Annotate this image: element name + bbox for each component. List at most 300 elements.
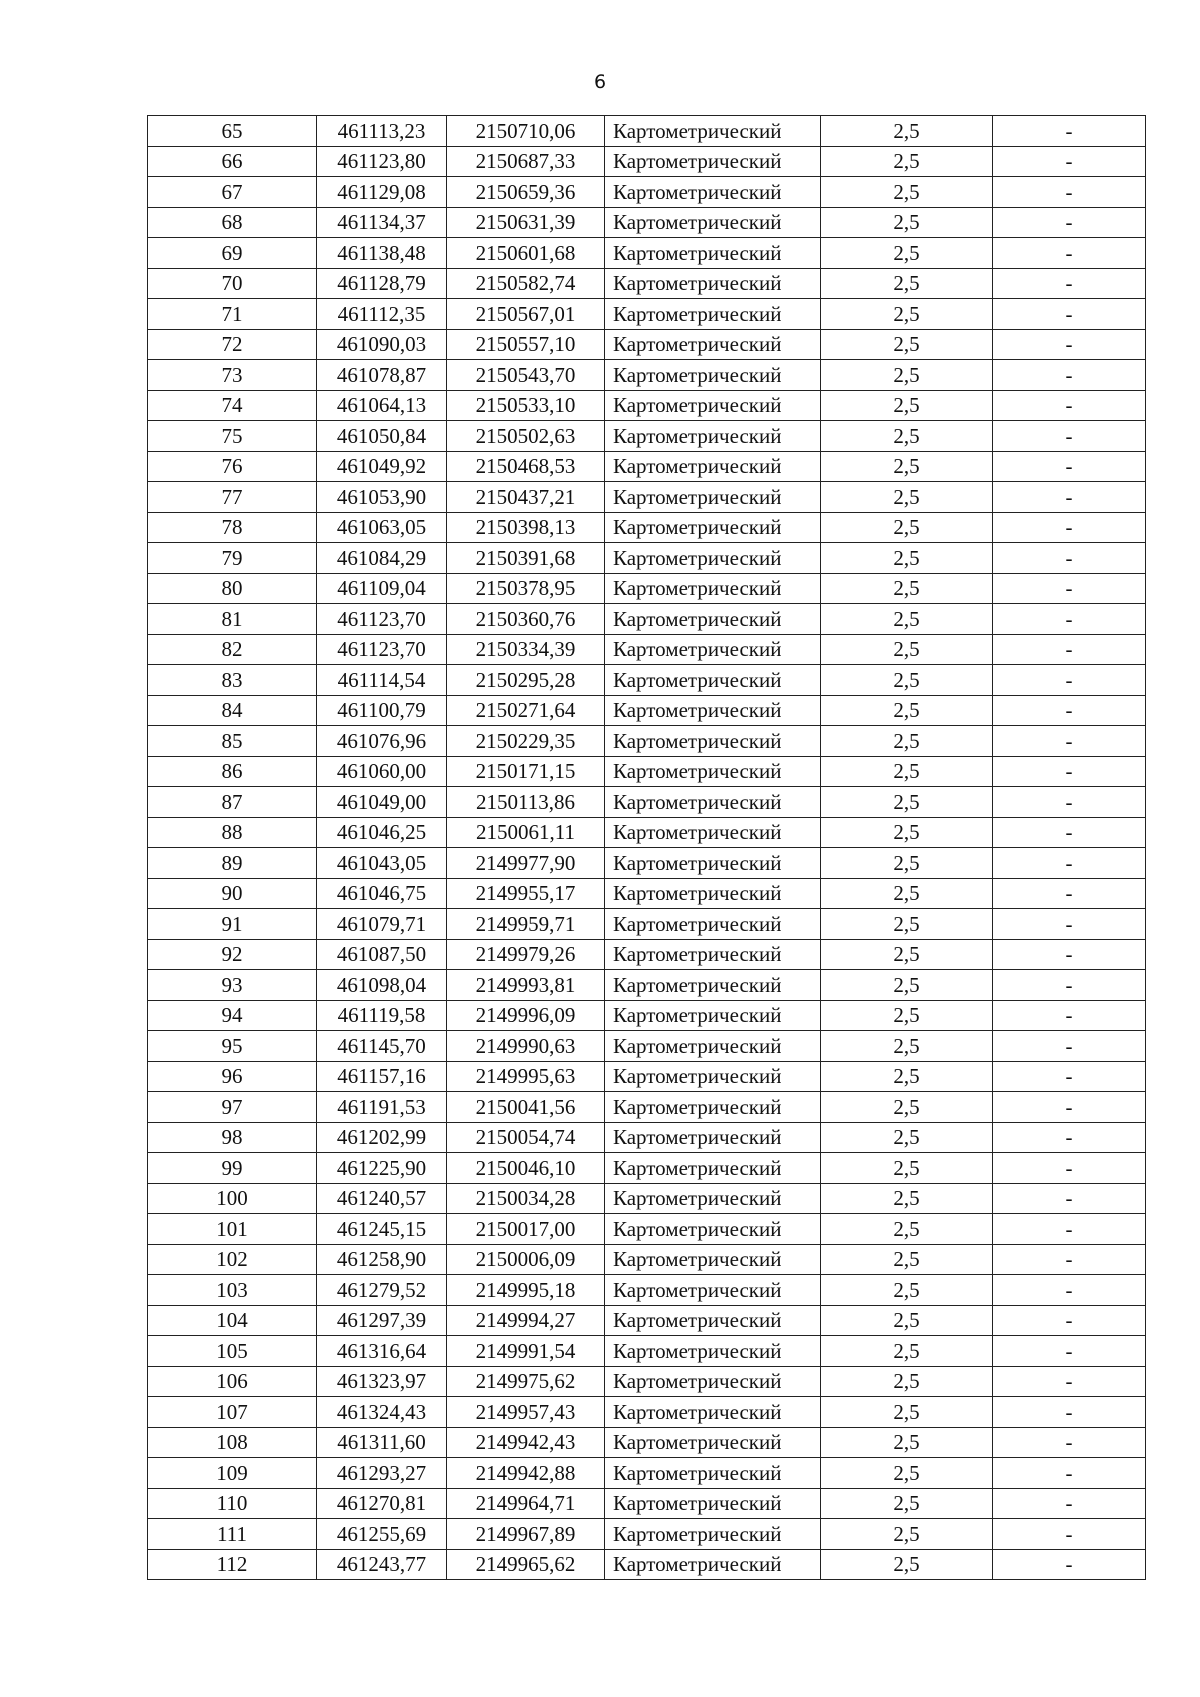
point-number-cell: 103 [148,1275,317,1306]
point-number-cell: 68 [148,207,317,238]
method-cell: Картометрический [605,207,821,238]
y-coordinate-cell: 2150061,11 [447,817,605,848]
note-cell: - [993,970,1146,1001]
method-cell: Картометрический [605,695,821,726]
method-cell: Картометрический [605,1305,821,1336]
accuracy-cell: 2,5 [821,1336,993,1367]
x-coordinate-cell: 461191,53 [317,1092,447,1123]
note-cell: - [993,573,1146,604]
method-cell: Картометрический [605,1153,821,1184]
accuracy-cell: 2,5 [821,512,993,543]
point-number-cell: 79 [148,543,317,574]
note-cell: - [993,604,1146,635]
y-coordinate-cell: 2150601,68 [447,238,605,269]
x-coordinate-cell: 461123,80 [317,146,447,177]
accuracy-cell: 2,5 [821,695,993,726]
point-number-cell: 69 [148,238,317,269]
note-cell: - [993,116,1146,147]
x-coordinate-cell: 461145,70 [317,1031,447,1062]
table-row [148,817,1146,848]
point-number-cell: 95 [148,1031,317,1062]
x-coordinate-cell: 461113,23 [317,116,447,147]
point-number-cell: 96 [148,1061,317,1092]
table-row [148,1092,1146,1123]
note-cell: - [993,848,1146,879]
x-coordinate-cell: 461049,00 [317,787,447,818]
note-cell: - [993,238,1146,269]
table-row [148,1031,1146,1062]
point-number-cell: 110 [148,1488,317,1519]
note-cell: - [993,1488,1146,1519]
point-number-cell: 91 [148,909,317,940]
point-number-cell: 67 [148,177,317,208]
method-cell: Картометрический [605,909,821,940]
point-number-cell: 71 [148,299,317,330]
point-number-cell: 98 [148,1122,317,1153]
note-cell: - [993,512,1146,543]
accuracy-cell: 2,5 [821,360,993,391]
table-row [148,329,1146,360]
y-coordinate-cell: 2150391,68 [447,543,605,574]
y-coordinate-cell: 2150631,39 [447,207,605,238]
method-cell: Картометрический [605,1336,821,1367]
y-coordinate-cell: 2150034,28 [447,1183,605,1214]
y-coordinate-cell: 2150229,35 [447,726,605,757]
method-cell: Картометрический [605,1488,821,1519]
y-coordinate-cell: 2150567,01 [447,299,605,330]
note-cell: - [993,1092,1146,1123]
x-coordinate-cell: 461078,87 [317,360,447,391]
accuracy-cell: 2,5 [821,848,993,879]
point-number-cell: 84 [148,695,317,726]
coordinates-table [147,115,1146,1580]
table-row [148,573,1146,604]
x-coordinate-cell: 461119,58 [317,1000,447,1031]
method-cell: Картометрический [605,970,821,1001]
point-number-cell: 107 [148,1397,317,1428]
x-coordinate-cell: 461090,03 [317,329,447,360]
y-coordinate-cell: 2150659,36 [447,177,605,208]
y-coordinate-cell: 2149965,62 [447,1549,605,1580]
point-number-cell: 99 [148,1153,317,1184]
method-cell: Картометрический [605,1458,821,1489]
accuracy-cell: 2,5 [821,1061,993,1092]
y-coordinate-cell: 2149996,09 [447,1000,605,1031]
accuracy-cell: 2,5 [821,1092,993,1123]
table-row [148,238,1146,269]
note-cell: - [993,756,1146,787]
note-cell: - [993,329,1146,360]
table-row [148,1153,1146,1184]
accuracy-cell: 2,5 [821,1275,993,1306]
accuracy-cell: 2,5 [821,1427,993,1458]
table-row [148,512,1146,543]
note-cell: - [993,299,1146,330]
y-coordinate-cell: 2149991,54 [447,1336,605,1367]
table-row [148,360,1146,391]
point-number-cell: 77 [148,482,317,513]
x-coordinate-cell: 461324,43 [317,1397,447,1428]
point-number-cell: 72 [148,329,317,360]
note-cell: - [993,268,1146,299]
table-row [148,756,1146,787]
y-coordinate-cell: 2150041,56 [447,1092,605,1123]
table-row [148,848,1146,879]
page-number: 6 [593,71,607,93]
table-row [148,878,1146,909]
note-cell: - [993,695,1146,726]
note-cell: - [993,146,1146,177]
accuracy-cell: 2,5 [821,1031,993,1062]
y-coordinate-cell: 2149955,17 [447,878,605,909]
accuracy-cell: 2,5 [821,1397,993,1428]
accuracy-cell: 2,5 [821,329,993,360]
table-row [148,726,1146,757]
table-row [148,451,1146,482]
point-number-cell: 82 [148,634,317,665]
x-coordinate-cell: 461240,57 [317,1183,447,1214]
y-coordinate-cell: 2150113,86 [447,787,605,818]
note-cell: - [993,421,1146,452]
note-cell: - [993,207,1146,238]
point-number-cell: 88 [148,817,317,848]
table-row [148,390,1146,421]
accuracy-cell: 2,5 [821,1153,993,1184]
method-cell: Картометрический [605,1366,821,1397]
x-coordinate-cell: 461258,90 [317,1244,447,1275]
note-cell: - [993,726,1146,757]
note-cell: - [993,1153,1146,1184]
accuracy-cell: 2,5 [821,726,993,757]
point-number-cell: 93 [148,970,317,1001]
accuracy-cell: 2,5 [821,878,993,909]
accuracy-cell: 2,5 [821,238,993,269]
method-cell: Картометрический [605,604,821,635]
note-cell: - [993,1000,1146,1031]
y-coordinate-cell: 2149977,90 [447,848,605,879]
note-cell: - [993,390,1146,421]
point-number-cell: 74 [148,390,317,421]
table-row [148,299,1146,330]
y-coordinate-cell: 2150378,95 [447,573,605,604]
point-number-cell: 89 [148,848,317,879]
x-coordinate-cell: 461316,64 [317,1336,447,1367]
y-coordinate-cell: 2150171,15 [447,756,605,787]
y-coordinate-cell: 2149979,26 [447,939,605,970]
note-cell: - [993,177,1146,208]
accuracy-cell: 2,5 [821,543,993,574]
note-cell: - [993,939,1146,970]
x-coordinate-cell: 461123,70 [317,634,447,665]
x-coordinate-cell: 461063,05 [317,512,447,543]
x-coordinate-cell: 461245,15 [317,1214,447,1245]
y-coordinate-cell: 2150437,21 [447,482,605,513]
x-coordinate-cell: 461043,05 [317,848,447,879]
point-number-cell: 70 [148,268,317,299]
table-row [148,1214,1146,1245]
point-number-cell: 101 [148,1214,317,1245]
table-row [148,1366,1146,1397]
accuracy-cell: 2,5 [821,939,993,970]
table-row [148,787,1146,818]
accuracy-cell: 2,5 [821,817,993,848]
method-cell: Картометрический [605,939,821,970]
accuracy-cell: 2,5 [821,116,993,147]
method-cell: Картометрический [605,1275,821,1306]
table-row [148,421,1146,452]
accuracy-cell: 2,5 [821,1305,993,1336]
accuracy-cell: 2,5 [821,207,993,238]
x-coordinate-cell: 461087,50 [317,939,447,970]
y-coordinate-cell: 2149995,63 [447,1061,605,1092]
y-coordinate-cell: 2150398,13 [447,512,605,543]
y-coordinate-cell: 2150557,10 [447,329,605,360]
table-row [148,665,1146,696]
point-number-cell: 76 [148,451,317,482]
x-coordinate-cell: 461049,92 [317,451,447,482]
table-row [148,482,1146,513]
method-cell: Картометрический [605,1427,821,1458]
y-coordinate-cell: 2149942,88 [447,1458,605,1489]
y-coordinate-cell: 2150334,39 [447,634,605,665]
x-coordinate-cell: 461060,00 [317,756,447,787]
table-row [148,1519,1146,1550]
accuracy-cell: 2,5 [821,268,993,299]
accuracy-cell: 2,5 [821,390,993,421]
method-cell: Картометрический [605,1214,821,1245]
method-cell: Картометрический [605,116,821,147]
table-row [148,970,1146,1001]
method-cell: Картометрический [605,1031,821,1062]
x-coordinate-cell: 461157,16 [317,1061,447,1092]
point-number-cell: 73 [148,360,317,391]
method-cell: Картометрический [605,1000,821,1031]
note-cell: - [993,1519,1146,1550]
accuracy-cell: 2,5 [821,573,993,604]
note-cell: - [993,360,1146,391]
x-coordinate-cell: 461293,27 [317,1458,447,1489]
table-row [148,1427,1146,1458]
table-row [148,1122,1146,1153]
method-cell: Картометрический [605,329,821,360]
table-row [148,268,1146,299]
point-number-cell: 78 [148,512,317,543]
table-row [148,146,1146,177]
accuracy-cell: 2,5 [821,1244,993,1275]
y-coordinate-cell: 2150582,74 [447,268,605,299]
method-cell: Картометрический [605,787,821,818]
table-row [148,207,1146,238]
note-cell: - [993,543,1146,574]
method-cell: Картометрический [605,634,821,665]
x-coordinate-cell: 461109,04 [317,573,447,604]
accuracy-cell: 2,5 [821,177,993,208]
method-cell: Картометрический [605,268,821,299]
accuracy-cell: 2,5 [821,1122,993,1153]
accuracy-cell: 2,5 [821,909,993,940]
note-cell: - [993,878,1146,909]
x-coordinate-cell: 461134,37 [317,207,447,238]
x-coordinate-cell: 461243,77 [317,1549,447,1580]
y-coordinate-cell: 2150360,76 [447,604,605,635]
table-row [148,604,1146,635]
method-cell: Картометрический [605,665,821,696]
accuracy-cell: 2,5 [821,299,993,330]
x-coordinate-cell: 461311,60 [317,1427,447,1458]
point-number-cell: 105 [148,1336,317,1367]
table-row [148,1275,1146,1306]
table-row [148,1549,1146,1580]
method-cell: Картометрический [605,1244,821,1275]
accuracy-cell: 2,5 [821,451,993,482]
note-cell: - [993,1549,1146,1580]
method-cell: Картометрический [605,421,821,452]
accuracy-cell: 2,5 [821,1458,993,1489]
y-coordinate-cell: 2149975,62 [447,1366,605,1397]
accuracy-cell: 2,5 [821,421,993,452]
y-coordinate-cell: 2150687,33 [447,146,605,177]
table-row [148,695,1146,726]
method-cell: Картометрический [605,1061,821,1092]
accuracy-cell: 2,5 [821,665,993,696]
x-coordinate-cell: 461202,99 [317,1122,447,1153]
x-coordinate-cell: 461046,25 [317,817,447,848]
y-coordinate-cell: 2149942,43 [447,1427,605,1458]
point-number-cell: 90 [148,878,317,909]
x-coordinate-cell: 461297,39 [317,1305,447,1336]
y-coordinate-cell: 2150271,64 [447,695,605,726]
note-cell: - [993,1427,1146,1458]
x-coordinate-cell: 461084,29 [317,543,447,574]
note-cell: - [993,1336,1146,1367]
point-number-cell: 86 [148,756,317,787]
accuracy-cell: 2,5 [821,970,993,1001]
point-number-cell: 109 [148,1458,317,1489]
method-cell: Картометрический [605,726,821,757]
point-number-cell: 104 [148,1305,317,1336]
x-coordinate-cell: 461323,97 [317,1366,447,1397]
point-number-cell: 65 [148,116,317,147]
note-cell: - [993,665,1146,696]
x-coordinate-cell: 461076,96 [317,726,447,757]
point-number-cell: 94 [148,1000,317,1031]
x-coordinate-cell: 461138,48 [317,238,447,269]
point-number-cell: 80 [148,573,317,604]
note-cell: - [993,1122,1146,1153]
x-coordinate-cell: 461114,54 [317,665,447,696]
method-cell: Картометрический [605,543,821,574]
x-coordinate-cell: 461225,90 [317,1153,447,1184]
y-coordinate-cell: 2149990,63 [447,1031,605,1062]
accuracy-cell: 2,5 [821,1366,993,1397]
accuracy-cell: 2,5 [821,1183,993,1214]
method-cell: Картометрический [605,848,821,879]
table-row [148,1397,1146,1428]
x-coordinate-cell: 461100,79 [317,695,447,726]
point-number-cell: 75 [148,421,317,452]
method-cell: Картометрический [605,756,821,787]
x-coordinate-cell: 461123,70 [317,604,447,635]
method-cell: Картометрический [605,1122,821,1153]
method-cell: Картометрический [605,482,821,513]
note-cell: - [993,1061,1146,1092]
note-cell: - [993,787,1146,818]
point-number-cell: 83 [148,665,317,696]
note-cell: - [993,1244,1146,1275]
method-cell: Картометрический [605,1549,821,1580]
x-coordinate-cell: 461270,81 [317,1488,447,1519]
y-coordinate-cell: 2149967,89 [447,1519,605,1550]
x-coordinate-cell: 461279,52 [317,1275,447,1306]
method-cell: Картометрический [605,299,821,330]
accuracy-cell: 2,5 [821,604,993,635]
coordinates-table-body [148,116,1146,1580]
y-coordinate-cell: 2149993,81 [447,970,605,1001]
method-cell: Картометрический [605,512,821,543]
x-coordinate-cell: 461064,13 [317,390,447,421]
method-cell: Картометрический [605,451,821,482]
point-number-cell: 92 [148,939,317,970]
method-cell: Картометрический [605,238,821,269]
table-row [148,1244,1146,1275]
note-cell: - [993,634,1146,665]
point-number-cell: 66 [148,146,317,177]
y-coordinate-cell: 2150533,10 [447,390,605,421]
point-number-cell: 111 [148,1519,317,1550]
point-number-cell: 106 [148,1366,317,1397]
note-cell: - [993,1031,1146,1062]
table-row [148,1305,1146,1336]
method-cell: Картометрический [605,390,821,421]
note-cell: - [993,1305,1146,1336]
accuracy-cell: 2,5 [821,1519,993,1550]
point-number-cell: 81 [148,604,317,635]
note-cell: - [993,482,1146,513]
y-coordinate-cell: 2150295,28 [447,665,605,696]
method-cell: Картометрический [605,177,821,208]
y-coordinate-cell: 2149995,18 [447,1275,605,1306]
point-number-cell: 100 [148,1183,317,1214]
y-coordinate-cell: 2149959,71 [447,909,605,940]
point-number-cell: 108 [148,1427,317,1458]
table-row [148,909,1146,940]
point-number-cell: 97 [148,1092,317,1123]
accuracy-cell: 2,5 [821,756,993,787]
accuracy-cell: 2,5 [821,1549,993,1580]
accuracy-cell: 2,5 [821,634,993,665]
accuracy-cell: 2,5 [821,787,993,818]
table-row [148,1336,1146,1367]
accuracy-cell: 2,5 [821,482,993,513]
table-row [148,1061,1146,1092]
accuracy-cell: 2,5 [821,146,993,177]
method-cell: Картометрический [605,1092,821,1123]
table-row [148,543,1146,574]
accuracy-cell: 2,5 [821,1214,993,1245]
method-cell: Картометрический [605,1519,821,1550]
accuracy-cell: 2,5 [821,1000,993,1031]
x-coordinate-cell: 461255,69 [317,1519,447,1550]
note-cell: - [993,1458,1146,1489]
y-coordinate-cell: 2150502,63 [447,421,605,452]
note-cell: - [993,1366,1146,1397]
table-row [148,1458,1146,1489]
x-coordinate-cell: 461079,71 [317,909,447,940]
method-cell: Картометрический [605,817,821,848]
table-row [148,177,1146,208]
y-coordinate-cell: 2150046,10 [447,1153,605,1184]
table-row [148,1488,1146,1519]
